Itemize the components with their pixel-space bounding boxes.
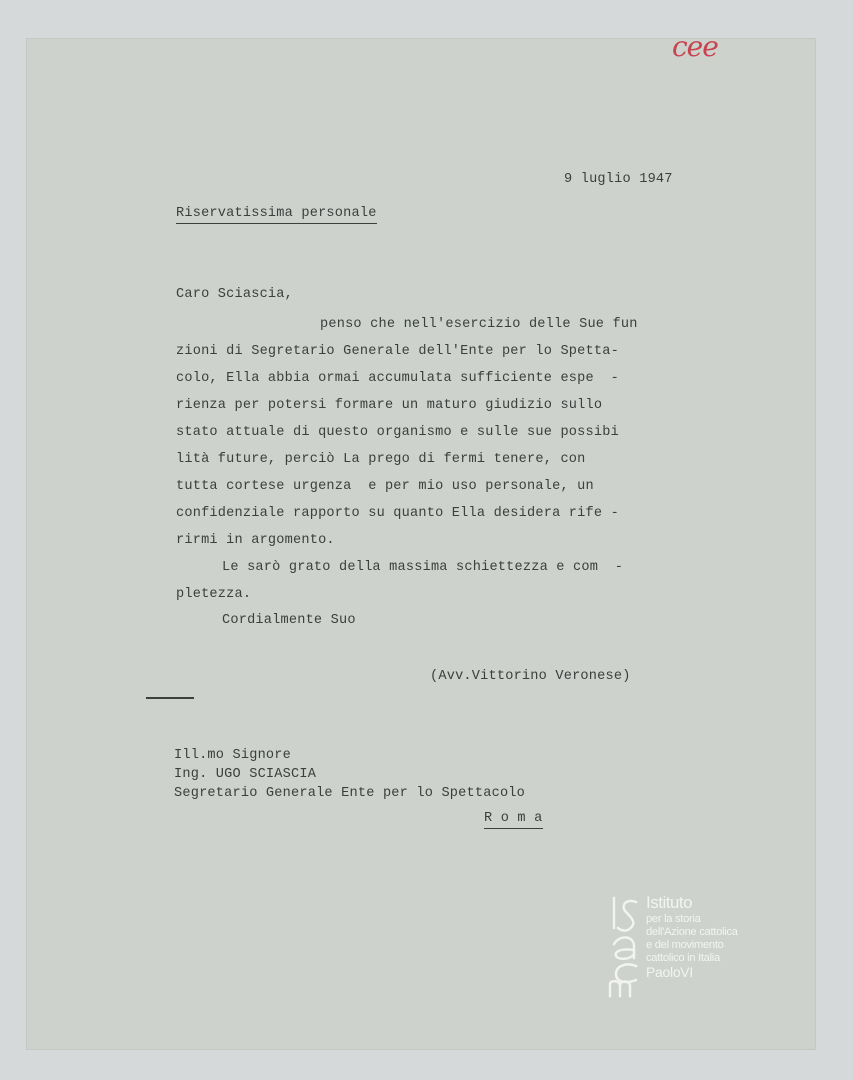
- body-line: rienza per potersi formare un maturo giudizio sullo: [176, 398, 603, 413]
- logo-name: PaoloVI: [646, 964, 693, 980]
- separator-rule: [146, 697, 194, 699]
- body-line: pletezza.: [176, 587, 252, 602]
- signature: (Avv.Vittorino Veronese): [430, 669, 631, 684]
- logo-line: per la storia: [646, 913, 701, 925]
- closing: Cordialmente Suo: [222, 613, 356, 628]
- logo-title: Istituto: [646, 893, 693, 912]
- body-line: confidenziale rapporto su quanto Ella desidera rife -: [176, 506, 619, 521]
- isacem-logo-icon: [606, 894, 644, 998]
- body-line: stato attuale di questo organismo e sulle sue possibi: [176, 425, 619, 440]
- body-line: zioni di Segretario Generale dell'Ente per lo Spetta-: [176, 344, 619, 359]
- salutation: Caro Sciascia,: [176, 287, 294, 302]
- letter-date: 9 luglio 1947: [564, 172, 673, 187]
- logo-line: cattolico in Italia: [646, 952, 720, 964]
- body-line: tutta cortese urgenza e per mio uso personale, un: [176, 479, 594, 494]
- handwritten-annotation: cee: [672, 30, 718, 63]
- body-line: Le sarò grato della massima schiettezza e com -: [222, 560, 624, 575]
- address-line: Ing. UGO SCIASCIA: [174, 767, 317, 782]
- address-line: Segretario Generale Ente per lo Spettacolo: [174, 786, 526, 801]
- logo-line: dell'Azione cattolica: [646, 926, 738, 938]
- body-line: lità future, perciò La prego di fermi tenere, con: [176, 452, 586, 467]
- letter-heading: Riservatissima personale: [176, 207, 377, 221]
- body-line: rirmi in argomento.: [176, 533, 335, 548]
- body-line: colo, Ella abbia ormai accumulata sufficiente espe -: [176, 371, 619, 386]
- address-city: R o m a: [484, 812, 543, 826]
- body-line: penso che nell'esercizio delle Sue fun: [320, 317, 638, 332]
- institute-logo: [606, 894, 766, 1000]
- address-line: Ill.mo Signore: [174, 748, 292, 763]
- logo-line: e del movimento: [646, 939, 724, 951]
